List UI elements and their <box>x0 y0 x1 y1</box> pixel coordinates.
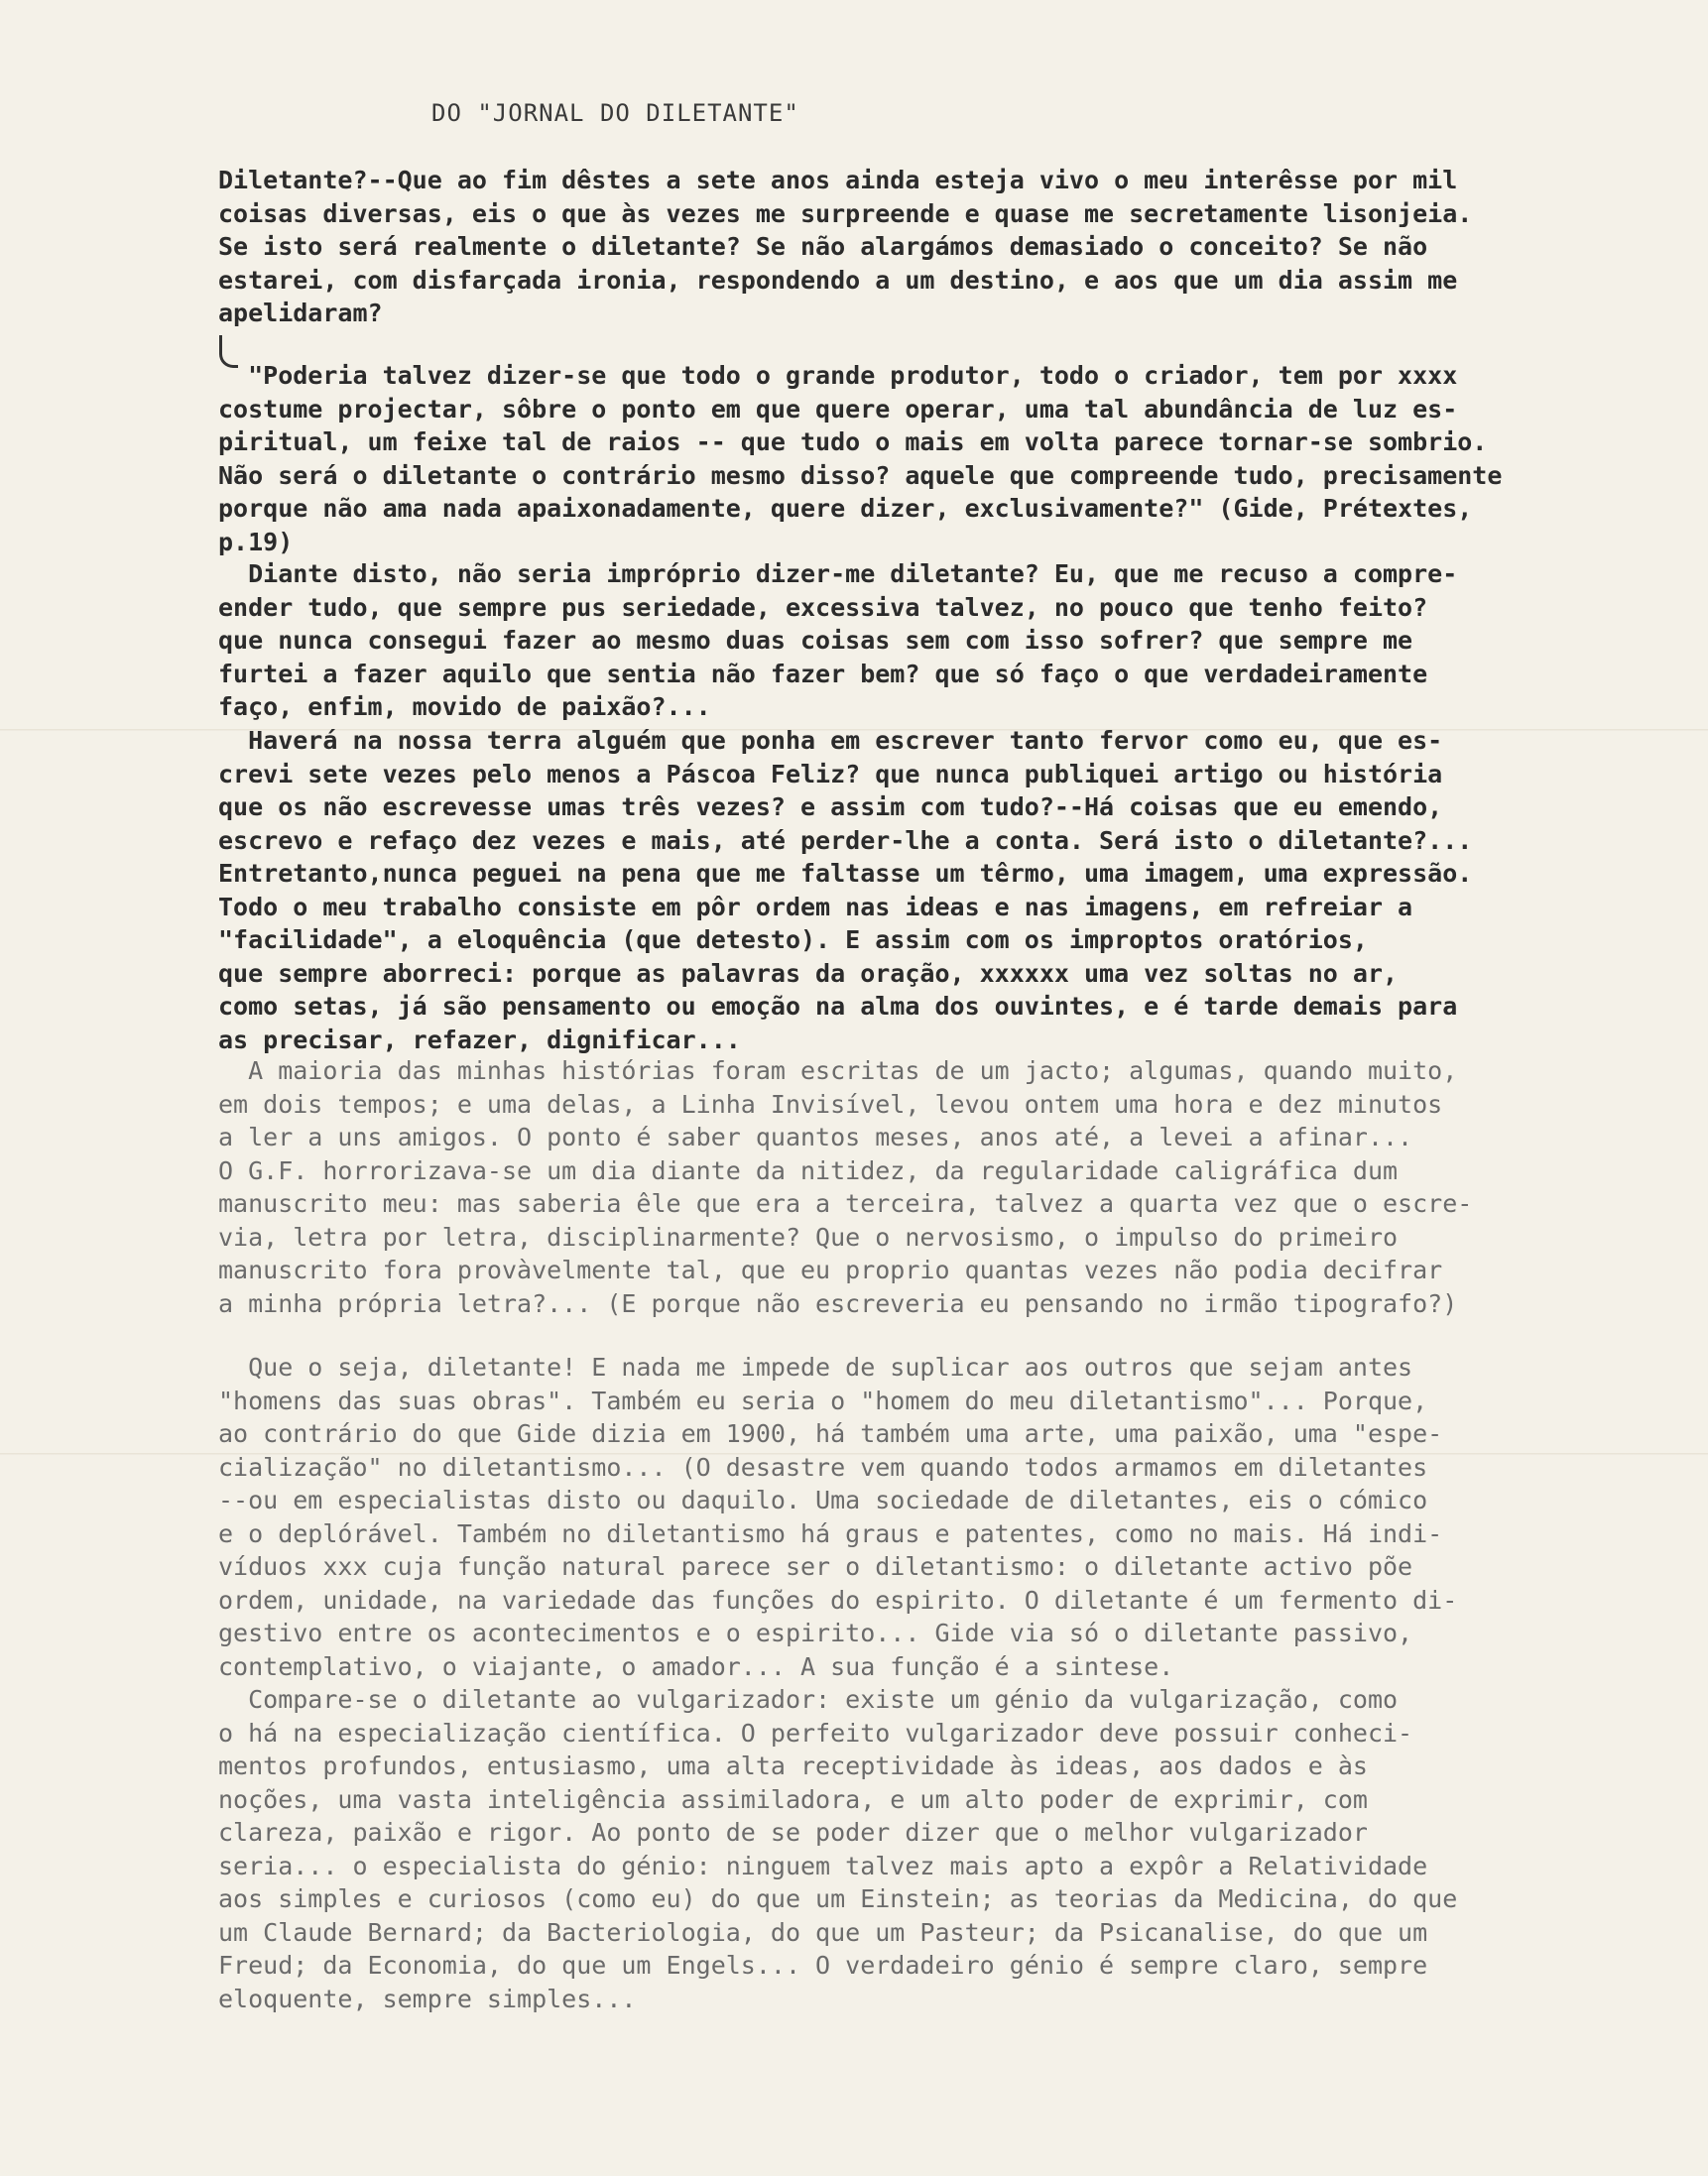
text-line: Que o seja, diletante! E nada me impede de suplicar aos outros que sejam antes <box>218 1353 1413 1382</box>
text-line: "facilidade", a eloquência (que detesto). E assim com os improptos oratórios, <box>218 925 1368 954</box>
text-line: víduos xxx cuja função natural parece ser o diletantismo: o diletante activo põe <box>218 1552 1413 1581</box>
paragraph <box>218 1683 1637 2015</box>
text-line: a minha própria letra?... (E porque não escreveria eu pensando no irmão tipografo?) <box>218 1288 1458 1318</box>
text-line: Compare-se o diletante ao vulgarizador: existe um génio da vulgarização, como <box>218 1685 1399 1714</box>
text-line: Se isto será realmente o diletante? Se não alargámos demasiado o conceito? Se não <box>218 232 1428 261</box>
text-line: furtei a fazer aquilo que sentia não fazer bem? que só faço o que verdadeiramente <box>218 659 1428 688</box>
text-line: em dois tempos; e uma delas, a Linha Invisível, levou ontem uma hora e dez minutos <box>218 1089 1443 1119</box>
text-line: um Claude Bernard; da Bacteriologia, do que um Pasteur; da Psicanalise, do que um <box>218 1917 1428 1947</box>
text-line: costume projectar, sôbre o ponto em que quere operar, uma tal abundância de luz es- <box>218 394 1458 423</box>
text-line: ordem, unidade, na variedade das funções do espirito. O diletante é um fermento di- <box>218 1585 1458 1615</box>
text-line: contemplativo, o viajante, o amador... A sua função é a sintese. <box>218 1651 1174 1681</box>
text-line: que sempre aborreci: porque as palavras da oração, xxxxxx uma vez soltas no ar, <box>218 958 1399 988</box>
text-line: gestivo entre os acontecimentos e o espirito... Gide via só o diletante passivo, <box>218 1619 1413 1647</box>
text-line: Diante disto, não seria impróprio dizer-me diletante? Eu, que me recuso a compre- <box>218 559 1458 588</box>
text-line: que nunca consegui fazer ao mesmo duas coisas sem com isso sofrer? que sempre me <box>218 626 1413 655</box>
text-line: eloquente, sempre simples... <box>218 1984 637 2013</box>
text-line: clareza, paixão e rigor. Ao ponto de se poder dizer que o melhor vulgarizador <box>218 1818 1368 1847</box>
document-title: DO "JORNAL DO DILETANTE" <box>431 99 799 127</box>
paragraph <box>218 724 1637 1056</box>
text-line: escrevo e refaço dez vezes e mais, até perder-lhe a conta. Será isto o diletante?... <box>218 825 1473 855</box>
text-line: o há na especialização científica. O perfeito vulgarizador deve possuir conheci- <box>218 1718 1413 1748</box>
text-line: Todo o meu trabalho consiste em pôr ordem nas ideas e nas imagens, em refreiar a <box>218 892 1413 921</box>
text-line: Haverá na nossa terra alguém que ponha em escrever tanto fervor como eu, que es- <box>218 726 1443 755</box>
text-line: ao contrário do que Gide dizia em 1900, há também uma arte, uma paixão, uma "espe- <box>218 1419 1443 1448</box>
text-line: manuscrito fora provàvelmente tal, que eu proprio quantas vezes não podia decifrar <box>218 1256 1443 1284</box>
text-line: porque não ama nada apaixonadamente, quere dizer, exclusivamente?" (Gide, Prétextes, <box>218 494 1473 523</box>
text-line: que os não escrevesse umas três vezes? e assim com tudo?--Há coisas que eu emendo, <box>218 792 1443 821</box>
text-line: crevi sete vezes pelo menos a Páscoa Feliz? que nunca publiquei artigo ou história <box>218 759 1443 788</box>
text-line: as precisar, refazer, dignificar... <box>218 1025 741 1054</box>
paragraph <box>218 557 1637 724</box>
text-line: manuscrito meu: mas saberia êle que era a terceira, talvez a quarta vez que o escre- <box>218 1189 1473 1218</box>
text-line: apelidaram? <box>218 299 383 327</box>
text-line: Entretanto,nunca peguei na pena que me faltasse um têrmo, uma imagem, uma expressão. <box>218 859 1473 888</box>
text-line: via, letra por letra, disciplinarmente? Que o nervosismo, o impulso do primeiro <box>218 1222 1399 1252</box>
text-line: Freud; da Economia, do que um Engels... O verdadeiro génio é sempre claro, sempre <box>218 1951 1428 1980</box>
text-line: cialização" no diletantismo... (O desastre vem quando todos armamos em diletantes <box>218 1452 1428 1482</box>
text-line: seria... o especialista do génio: ninguem talvez mais apto a expôr a Relatividade <box>218 1851 1428 1880</box>
text-line: Não será o diletante o contrário mesmo disso? aquele que compreende tudo, precisamente <box>218 460 1503 490</box>
text-line: noções, uma vasta inteligência assimiladora, e um alto poder de exprimir, com <box>218 1784 1368 1814</box>
text-line: piritual, um feixe tal de raios -- que tudo o mais em volta parece tornar-se sombrio. <box>218 427 1488 456</box>
text-line: ender tudo, que sempre pus seriedade, excessiva talvez, no pouco que tenho feito? <box>218 592 1428 622</box>
text-line: como setas, já são pensamento ou emoção na alma dos ouvintes, e é tarde demais para <box>218 992 1458 1021</box>
text-line: Diletante?--Que ao fim dêstes a sete anos ainda esteja vivo o meu interêsse por mil <box>218 166 1458 194</box>
paragraph <box>218 1351 1637 1683</box>
text-line: aos simples e curiosos (como eu) do que um Einstein; as teorias da Medicina, do que <box>218 1884 1458 1913</box>
text-line: faço, enfim, movido de paixão?... <box>218 692 711 721</box>
paragraph <box>218 359 1637 558</box>
text-line: A maioria das minhas histórias foram escritas de um jacto; algumas, quando muito, <box>218 1056 1458 1085</box>
text-line: O G.F. horrorizava-se um dia diante da nitidez, da regularidade caligráfica dum <box>218 1155 1399 1185</box>
text-line: "homens das suas obras". Também eu seria o "homem do meu diletantismo"... Porque, <box>218 1386 1428 1415</box>
text-line: e o deplórável. Também no diletantismo há graus e patentes, como no mais. Há indi- <box>218 1518 1443 1548</box>
paragraph <box>218 1054 1637 1320</box>
paragraph <box>218 164 1637 330</box>
text-line: coisas diversas, eis o que às vezes me surpreende e quase me secretamente lisonjeia. <box>218 198 1473 228</box>
text-line: p.19) <box>218 527 294 556</box>
text-line: "Poderia talvez dizer-se que todo o grande produtor, todo o criador, tem por xxxx <box>218 361 1458 390</box>
text-line: a ler a uns amigos. O ponto é saber quantos meses, anos até, a levei a afinar... <box>218 1123 1413 1151</box>
text-line: mentos profundos, entusiasmo, uma alta receptividade às ideas, aos dados e às <box>218 1752 1368 1780</box>
text-line: estarei, com disfarçada ironia, respondendo a um destino, e aos que um dia assim me <box>218 265 1458 295</box>
text-line: --ou em especialistas disto ou daquilo. Uma sociedade de diletantes, eis o cómico <box>218 1486 1428 1514</box>
